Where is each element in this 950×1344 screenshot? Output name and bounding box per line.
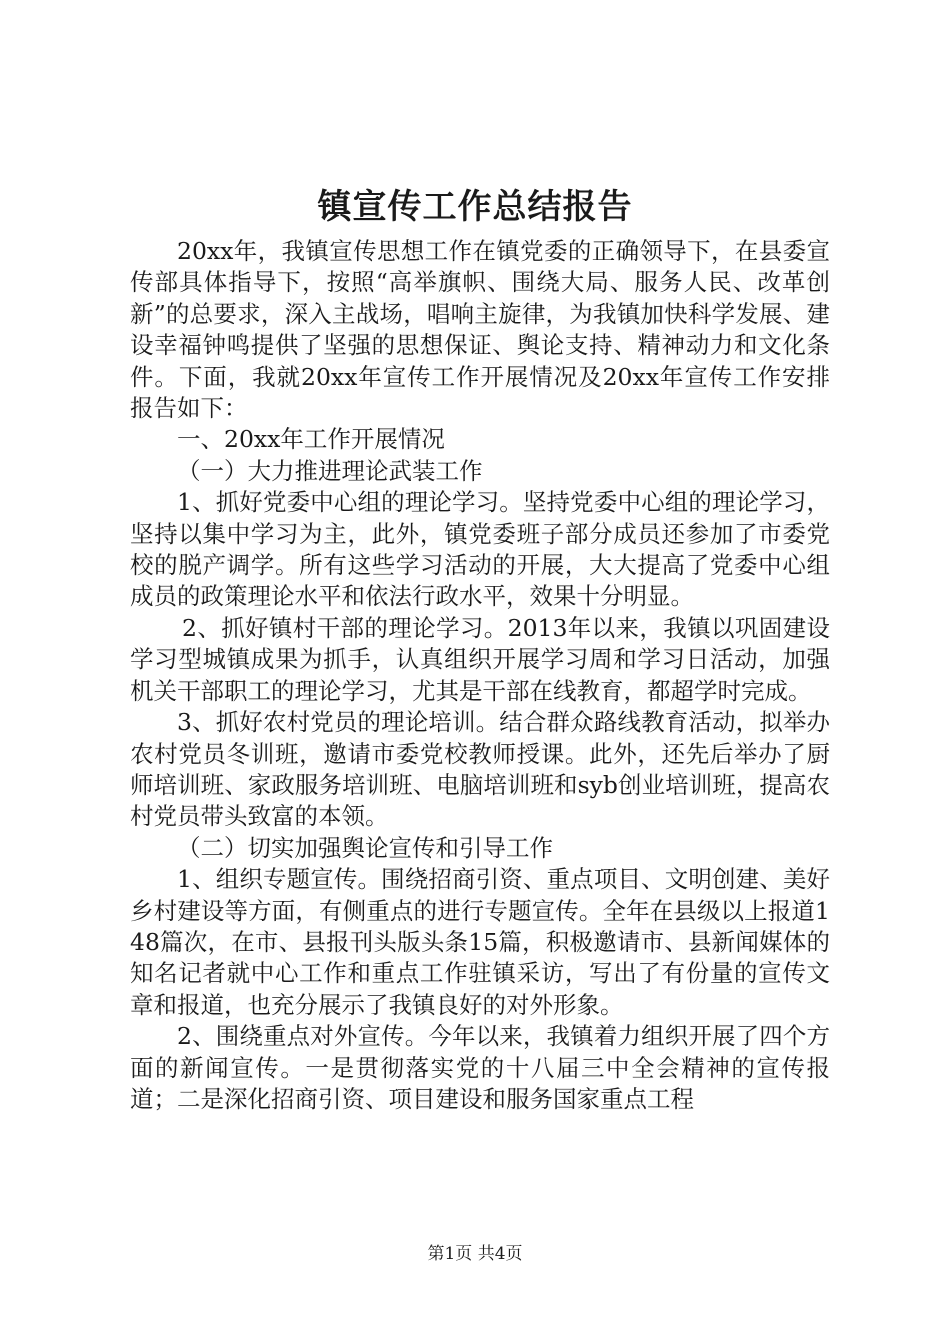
paragraph-item-2-1: 1、组织专题宣传。围绕招商引资、重点项目、文明创建、美好乡村建设等方面，有侧重点的进行专题宣传。全年在县级以上报道148篇次，在市、县报刊头版头条15篇，积极邀请市、县新闻媒体的知名记者就中心工作和重点工作驻镇采访，写出了有份量的宣传文章和报道，也充分展示了我镇良好的对外形象。 <box>130 865 830 1019</box>
paragraph-item-1-1: 1、抓好党委中心组的理论学习。坚持党委中心组的理论学习，坚持以集中学习为主，此外，镇党委班子部分成员还参加了市委党校的脱产调学。所有这些学习活动的开展，大大提高了党委中心组成员的政策理论水平和依法行政水平，效果十分明显。 <box>130 488 830 611</box>
paragraph-item-2-2: 2、围绕重点对外宣传。今年以来，我镇着力组织开展了四个方面的新闻宣传。一是贯彻落实党的十八届三中全会精神的宣传报道；二是深化招商引资、项目建设和服务国家重点工程 <box>130 1022 830 1113</box>
page-footer: 第1页 共4页 <box>427 1244 523 1264</box>
heading-subsection-2: （二）切实加强舆论宣传和引导工作 <box>177 833 553 862</box>
document-body <box>130 236 830 1115</box>
paragraph-item-1-2: 2、抓好镇村干部的理论学习。2013年以来，我镇以巩固建设学习型城镇成果为抓手，认真组织开展学习周和学习日活动，加强机关干部职工的理论学习，尤其是干部在线教育，都超学时完成。 <box>130 613 830 705</box>
heading-subsection-1: （一）大力推进理论武装工作 <box>177 456 483 485</box>
document-title: 镇宣传工作总结报告 <box>317 187 633 227</box>
paragraph-item-1-3: 3、抓好农村党员的理论培训。结合群众路线教育活动，拟举办农村党员冬训班，邀请市委党校教师授课。此外，还先后举办了厨师培训班、家政服务培训班、电脑培训班和syb创业培训班，提高农村党员带头致富的本领。 <box>130 708 830 831</box>
heading-section-1: 一、20xx年工作开展情况 <box>177 425 445 454</box>
paragraph-intro: 20xx年，我镇宣传思想工作在镇党委的正确领导下，在县委宣传部具体指导下，按照“高举旗帜、围绕大局、服务人民、改革创新”的总要求，深入主战场，唱响主旋律，为我镇加快科学发展、建设幸福钟鸣提供了坚强的思想保证、舆论支持、精神动力和文化条件。下面，我就20xx年宣传工作开展情况及20xx年宣传工作安排报告如下： <box>130 237 830 423</box>
